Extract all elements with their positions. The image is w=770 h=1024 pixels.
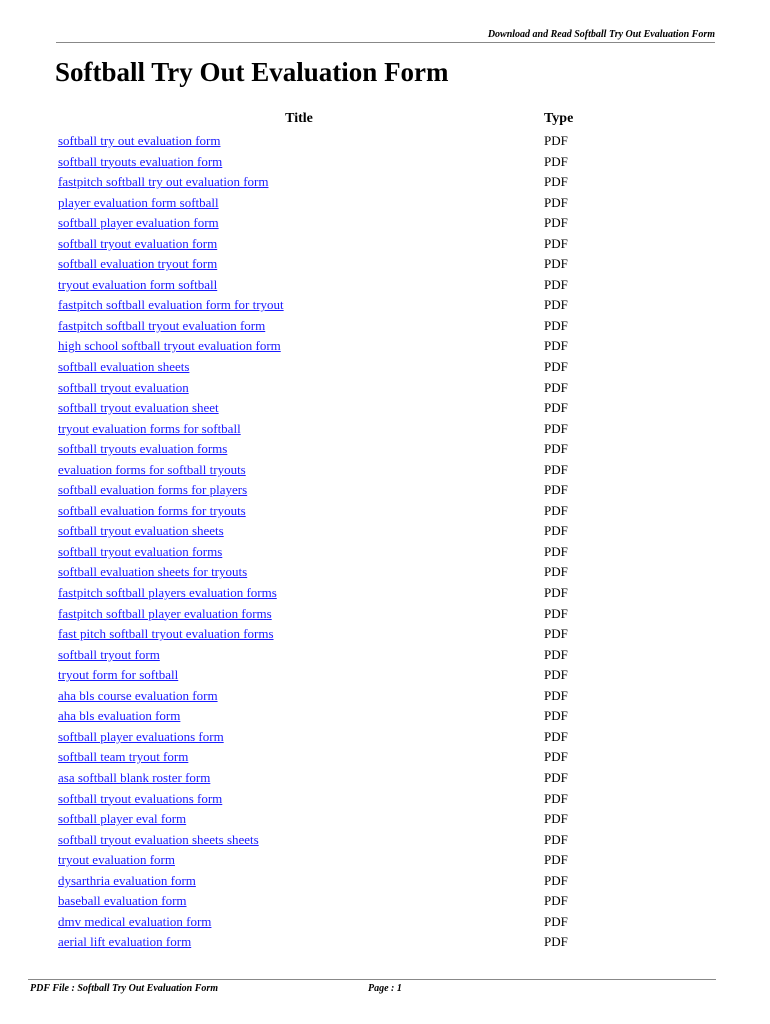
table-row — [58, 254, 598, 275]
table-row — [58, 152, 598, 173]
table-row — [58, 583, 598, 604]
document-type-label: PDF — [544, 297, 568, 313]
table-row — [58, 891, 598, 912]
table-row — [58, 871, 598, 892]
document-title-link[interactable]: fastpitch softball evaluation form for tryout — [58, 297, 284, 313]
table-row — [58, 747, 598, 768]
document-type-label: PDF — [544, 626, 568, 642]
document-title-link[interactable]: softball tryout evaluation forms — [58, 543, 223, 559]
document-type-label: PDF — [544, 133, 568, 148]
table-row — [58, 665, 598, 686]
document-type-label: PDF — [544, 852, 568, 868]
document-type-label: PDF — [544, 934, 568, 950]
document-title-link[interactable]: softball evaluation forms for tryouts — [58, 502, 246, 518]
document-title-link[interactable]: softball tryout evaluation sheet — [58, 400, 219, 416]
document-type-label: PDF — [544, 153, 568, 169]
document-title-link[interactable]: softball evaluation forms for players — [58, 482, 248, 498]
page-title: Softball Try Out Evaluation Form — [55, 57, 449, 87]
table-row — [58, 624, 598, 645]
document-title-link[interactable]: aha bls course evaluation form — [58, 687, 218, 703]
document-type-label: PDF — [544, 215, 568, 231]
document-title-link[interactable]: softball team tryout form — [58, 749, 189, 765]
table-row — [58, 172, 598, 193]
document-type-label: PDF — [544, 379, 568, 395]
document-type-label: PDF — [544, 790, 568, 806]
table-row — [58, 398, 598, 419]
document-type-label: PDF — [544, 174, 568, 190]
document-type-label: PDF — [544, 605, 568, 621]
document-type-label: PDF — [544, 523, 568, 539]
document-title-link[interactable]: dmv medical evaluation form — [58, 913, 212, 929]
table-row — [58, 480, 598, 501]
table-row — [58, 727, 598, 748]
document-title-link[interactable]: high school softball tryout evaluation form — [58, 338, 281, 354]
table-row — [58, 686, 598, 707]
table-row — [58, 131, 598, 152]
document-type-label: PDF — [544, 276, 568, 292]
document-list — [58, 131, 598, 953]
table-row — [58, 316, 598, 337]
document-title-link[interactable]: tryout evaluation forms for softball — [58, 420, 241, 436]
document-type-label: PDF — [544, 667, 568, 683]
document-type-label: PDF — [544, 749, 568, 765]
document-title-link[interactable]: softball player evaluation form — [58, 215, 219, 231]
table-row — [58, 460, 598, 481]
document-type-label: PDF — [544, 194, 568, 210]
table-row — [58, 439, 598, 460]
document-title-link[interactable]: fastpitch softball try out evaluation form — [58, 174, 269, 190]
table-row — [58, 932, 598, 953]
document-type-label: PDF — [544, 872, 568, 888]
document-title-link[interactable]: dysarthria evaluation form — [58, 872, 196, 888]
page-header-text: Download and Read Softball Try Out Evaluation Form — [487, 29, 715, 40]
document-title-link[interactable]: softball try out evaluation form — [58, 133, 221, 148]
table-row — [58, 645, 598, 666]
document-type-label: PDF — [544, 831, 568, 847]
document-title-link[interactable]: softball tryouts evaluation form — [58, 153, 223, 169]
document-title-link[interactable]: softball player eval form — [58, 811, 187, 827]
table-row — [58, 562, 598, 583]
table-row — [58, 912, 598, 933]
document-title-link[interactable]: tryout evaluation form softball — [58, 276, 218, 292]
document-title-link[interactable]: tryout form for softball — [58, 667, 179, 683]
document-type-label: PDF — [544, 502, 568, 518]
table-row — [58, 336, 598, 357]
document-title-link[interactable]: softball tryout evaluation sheets sheets — [58, 831, 259, 847]
document-type-label: PDF — [544, 687, 568, 703]
document-type-label: PDF — [544, 256, 568, 272]
table-row — [58, 830, 598, 851]
document-title-link[interactable]: player evaluation form softball — [58, 194, 219, 210]
document-type-label: PDF — [544, 913, 568, 929]
document-title-link[interactable]: tryout evaluation form — [58, 852, 175, 868]
table-row — [58, 809, 598, 830]
table-row — [58, 213, 598, 234]
document-title-link[interactable]: softball evaluation tryout form — [58, 256, 218, 272]
table-row — [58, 378, 598, 399]
document-type-label: PDF — [544, 420, 568, 436]
document-title-link[interactable]: fast pitch softball tryout evaluation forms — [58, 626, 274, 642]
document-type-label: PDF — [544, 400, 568, 416]
document-type-label: PDF — [544, 235, 568, 251]
table-row — [58, 604, 598, 625]
document-title-link[interactable]: fastpitch softball tryout evaluation form — [58, 317, 266, 333]
document-title-link[interactable]: softball tryout evaluation sheets — [58, 523, 224, 539]
header-divider — [56, 42, 715, 43]
document-type-label: PDF — [544, 482, 568, 498]
table-row — [58, 357, 598, 378]
document-title-link[interactable]: softball evaluation sheets for tryouts — [58, 564, 248, 580]
column-header-title: Title — [285, 111, 313, 126]
document-title-link[interactable]: baseball evaluation form — [58, 893, 187, 909]
table-row — [58, 521, 598, 542]
document-type-label: PDF — [544, 769, 568, 785]
document-type-label: PDF — [544, 564, 568, 580]
document-title-link[interactable]: aerial lift evaluation form — [58, 934, 192, 950]
table-row — [58, 295, 598, 316]
document-type-label: PDF — [544, 708, 568, 724]
document-type-label: PDF — [544, 811, 568, 827]
footer-page-number: Page : 1 — [368, 983, 402, 994]
table-row — [58, 706, 598, 727]
document-title-link[interactable]: evaluation forms for softball tryouts — [58, 461, 246, 477]
document-title-link[interactable]: fastpitch softball players evaluation forms — [58, 585, 277, 601]
table-row — [58, 275, 598, 296]
document-title-link[interactable]: softball tryouts evaluation forms — [58, 441, 228, 457]
table-row — [58, 789, 598, 810]
table-row — [58, 193, 598, 214]
document-type-label: PDF — [544, 543, 568, 559]
document-title-link[interactable]: softball player evaluations form — [58, 728, 224, 744]
document-title-link[interactable]: softball tryout form — [58, 646, 160, 662]
document-type-label: PDF — [544, 893, 568, 909]
table-row — [58, 234, 598, 255]
column-header-type: Type — [544, 111, 574, 126]
document-title-link[interactable]: softball tryout evaluation — [58, 379, 189, 395]
footer-file-label: PDF File : Softball Try Out Evaluation Form — [30, 983, 219, 994]
table-row — [58, 501, 598, 522]
document-title-link[interactable]: softball evaluation sheets — [58, 359, 190, 375]
document-title-link[interactable]: softball tryout evaluation form — [58, 235, 218, 251]
document-type-label: PDF — [544, 728, 568, 744]
document-type-label: PDF — [544, 461, 568, 477]
document-type-label: PDF — [544, 646, 568, 662]
document-type-label: PDF — [544, 441, 568, 457]
table-row — [58, 850, 598, 871]
document-type-label: PDF — [544, 317, 568, 333]
document-title-link[interactable]: softball tryout evaluations form — [58, 790, 223, 806]
document-type-label: PDF — [544, 338, 568, 354]
document-type-label: PDF — [544, 359, 568, 375]
document-title-link[interactable]: fastpitch softball player evaluation forms — [58, 605, 272, 621]
table-row — [58, 768, 598, 789]
footer-divider — [28, 979, 716, 980]
document-type-label: PDF — [544, 585, 568, 601]
document-title-link[interactable]: aha bls evaluation form — [58, 708, 181, 724]
document-title-link[interactable]: asa softball blank roster form — [58, 769, 211, 785]
table-row — [58, 419, 598, 440]
table-row — [58, 542, 598, 563]
